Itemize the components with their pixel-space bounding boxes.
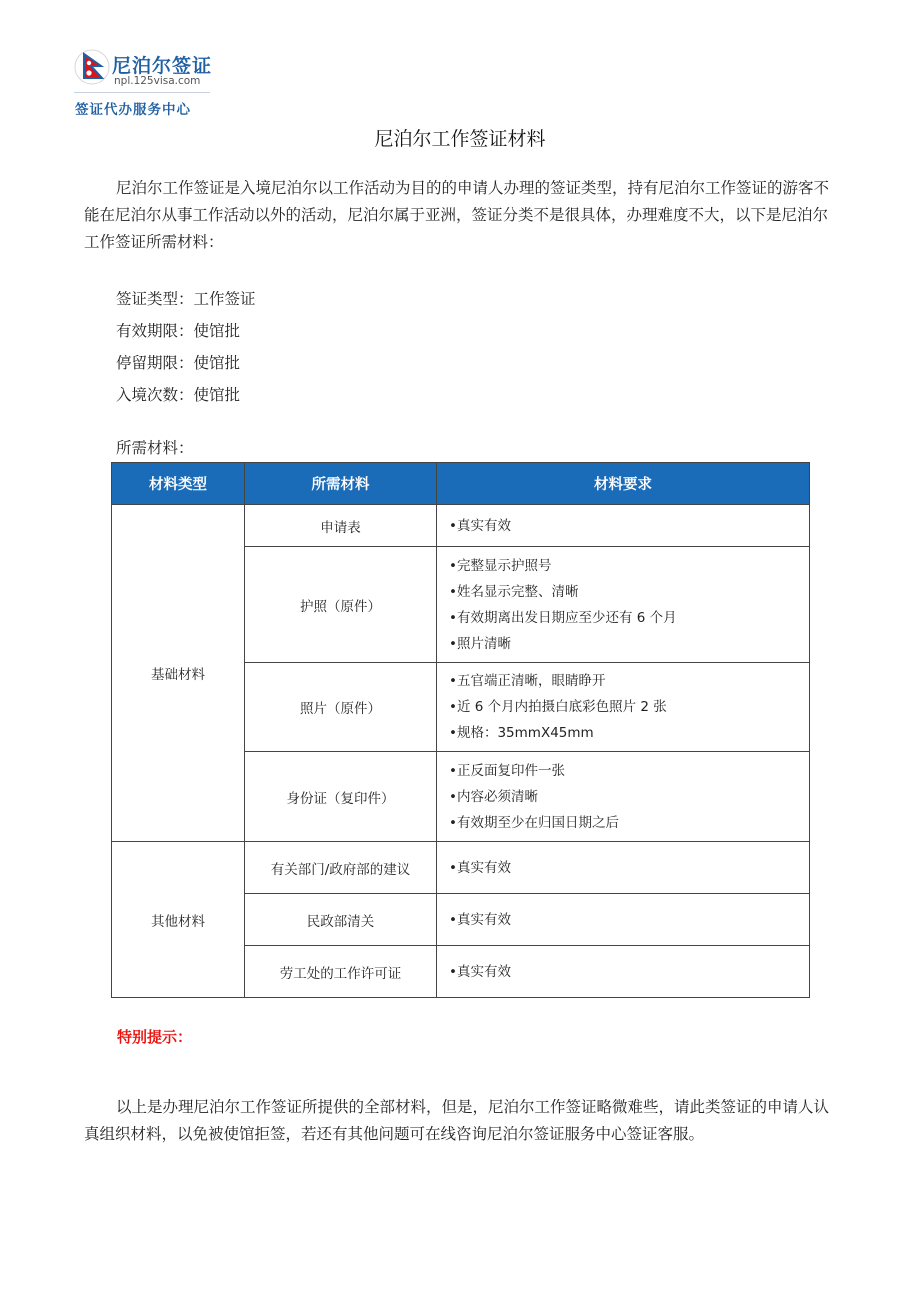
item-passport: 护照（原件） <box>245 547 437 663</box>
requirement-line: •姓名显示完整、清晰 <box>449 583 579 600</box>
requirement-line: •真实有效 <box>449 911 511 928</box>
table-row <box>112 842 810 894</box>
item-application-form: 申请表 <box>245 505 437 547</box>
item-id-card: 身份证（复印件） <box>245 752 437 842</box>
requirement-line: •照片清晰 <box>449 635 511 652</box>
requirement-line: •规格：35mmX45mm <box>449 725 594 741</box>
nepal-flag-icon <box>74 49 110 85</box>
header-material-type: 材料类型 <box>112 463 245 505</box>
requirement-line: •内容必须清晰 <box>449 788 538 805</box>
item-department-recommendation: 有关部门/政府部的建议 <box>245 842 437 894</box>
logo-tagline: 签证代办服务中心 <box>75 102 191 118</box>
requirement-line: •真实有效 <box>449 859 511 876</box>
stay-period: 停留期限：使馆批 <box>116 354 241 372</box>
header-required-material: 所需材料 <box>245 463 437 505</box>
item-photo: 照片（原件） <box>245 663 437 752</box>
requirement-line: •五官端正清晰，眼睛睁开 <box>449 673 606 689</box>
requirement-cell <box>437 505 810 547</box>
requirement-line: •有效期至少在归国日期之后 <box>449 814 619 831</box>
requirement-line: •有效期离出发日期应至少还有 6 个月 <box>449 609 677 626</box>
header-material-requirement: 材料要求 <box>437 463 810 505</box>
table-header-row <box>112 463 810 505</box>
closing-paragraph: 以上是办理尼泊尔工作签证所提供的全部材料，但是，尼泊尔工作签证略微难些，请此类签证的申请人认真组织材料，以免被使馆拒签，若还有其他问题可在线咨询尼泊尔签证服务中心签证客服。 <box>84 1098 830 1143</box>
logo-name: 尼泊尔签证 <box>112 55 213 77</box>
intro-paragraph: 尼泊尔工作签证是入境尼泊尔以工作活动为目的的申请人办理的签证类型，持有尼泊尔工作签证的游客不能在尼泊尔从事工作活动以外的活动，尼泊尔属于亚洲，签证分类不是很具体，办理难度不大，以下是尼泊尔工作签证所需材料： <box>84 179 830 251</box>
requirement-cell <box>437 752 810 842</box>
requirement-cell <box>437 663 810 752</box>
category-other: 其他材料 <box>112 842 245 998</box>
requirement-line: •真实有效 <box>449 517 511 534</box>
materials-table <box>111 462 810 998</box>
table-row <box>112 505 810 547</box>
requirement-cell <box>437 894 810 946</box>
item-civil-affairs-clearance: 民政部清关 <box>245 894 437 946</box>
visa-type: 签证类型：工作签证 <box>116 290 256 308</box>
entry-count: 入境次数：使馆批 <box>116 386 241 404</box>
category-basic: 基础材料 <box>112 505 245 842</box>
requirement-cell <box>437 547 810 663</box>
logo-divider <box>74 92 210 93</box>
logo-domain: npl.125visa.com <box>114 75 201 87</box>
requirement-cell <box>437 946 810 998</box>
required-materials-label: 所需材料： <box>116 439 194 457</box>
item-labour-work-permit: 劳工处的工作许可证 <box>245 946 437 998</box>
requirement-cell <box>437 842 810 894</box>
requirement-line: •完整显示护照号 <box>449 557 552 574</box>
site-logo[interactable] <box>74 49 224 119</box>
requirement-line: •近 6 个月内拍摄白底彩色照片 2 张 <box>449 699 667 715</box>
validity-period: 有效期限：使馆批 <box>116 322 241 340</box>
special-notice-label: 特别提示： <box>117 1028 193 1046</box>
page-title: 尼泊尔工作签证材料 <box>374 128 546 150</box>
requirement-line: •正反面复印件一张 <box>449 762 565 779</box>
requirement-line: •真实有效 <box>449 963 511 980</box>
